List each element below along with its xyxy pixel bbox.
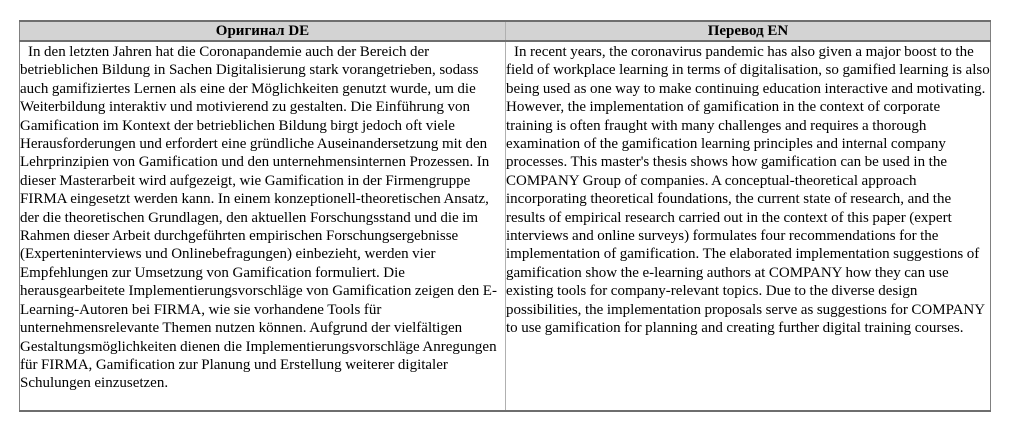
table-header [20,21,991,41]
cell-translation-en [506,41,991,411]
translation-table [19,20,991,412]
german-abstract-text: In den letzten Jahren hat die Coronapandemie auch der Bereich der betrieblichen Bildung in Sachen Digitalisierung stark vorangetrieben, sodass auch gamifiziertes Lernen als eine der Möglichkeiten genutzt wurde, um die Weiterbildung interaktiv und motivierend zu gestalten. Die Einführung von Gamification im Kontext der betrieblichen Bildung birgt jedoch oft viele Herausforderungen und erfordert eine gründliche Auseinandersetzung mit den Lehrprinzipien von Gamification und den unternehmensinternen Prozessen. In dieser Masterarbeit wird aufgezeigt, wie Gamification in der Firmengruppe FIRMA eingesetzt werden kann. In einem konzeptionell-theoretischen Ansatz, der die theoretischen Grundlagen, den aktuellen Forschungsstand und die im Rahmen dieser Arbeit durchgeführten empirischen Forschungsergebnisse (Experteninterviews und Onlinebefragungen) einbezieht, werden vier Empfehlungen zur Umsetzung von Gamification formuliert. Die herausgearbeitete Implementierungsvorschläge von Gamification zeigen den E-Learning-Autoren bei FIRMA, wie sie vorhandene Tools für unternehmensrelevante Themen nutzen können. Aufgrund der vielfältigen Gestaltungsmöglichkeiten dienen die Implementierungsvorschläge Anregungen für FIRMA, Gamification zur Planung und Erstellung weiterer digitaler Schulungen einzusetzen. [20,44,497,392]
cell-original-de [20,41,506,411]
english-abstract-text: In recent years, the coronavirus pandemic has also given a major boost to the field of workplace learning in terms of digitalisation, so gamified learning is also being used as one way to make continuing education interactive and motivating. However, the implementation of gamification in the context of corporate training is often fraught with many challenges and requires a thorough examination of the gamification learning principles and internal company processes. This master's thesis shows how gamification can be used in the COMPANY Group of companies. A conceptual-theoretical approach incorporating theoretical foundations, the current state of research, and the results of empirical research carried out in the context of this paper (expert interviews and online surveys) formulates four recommendations for the implementation of gamification. The elaborated implementation suggestions of gamification show the e-learning authors at COMPANY how they can use existing tools for company-relevant topics. Due to the diverse design possibilities, the implementation proposals serve as suggestions for COMPANY to use gamification for planning and creating further digital training courses. [506,44,990,337]
header-row [20,21,991,41]
document-page [19,20,990,412]
table-body [20,41,991,411]
table-row [20,41,991,411]
header-translation-en: Перевод EN [506,21,991,41]
header-original-de: Оригинал DE [20,21,506,41]
